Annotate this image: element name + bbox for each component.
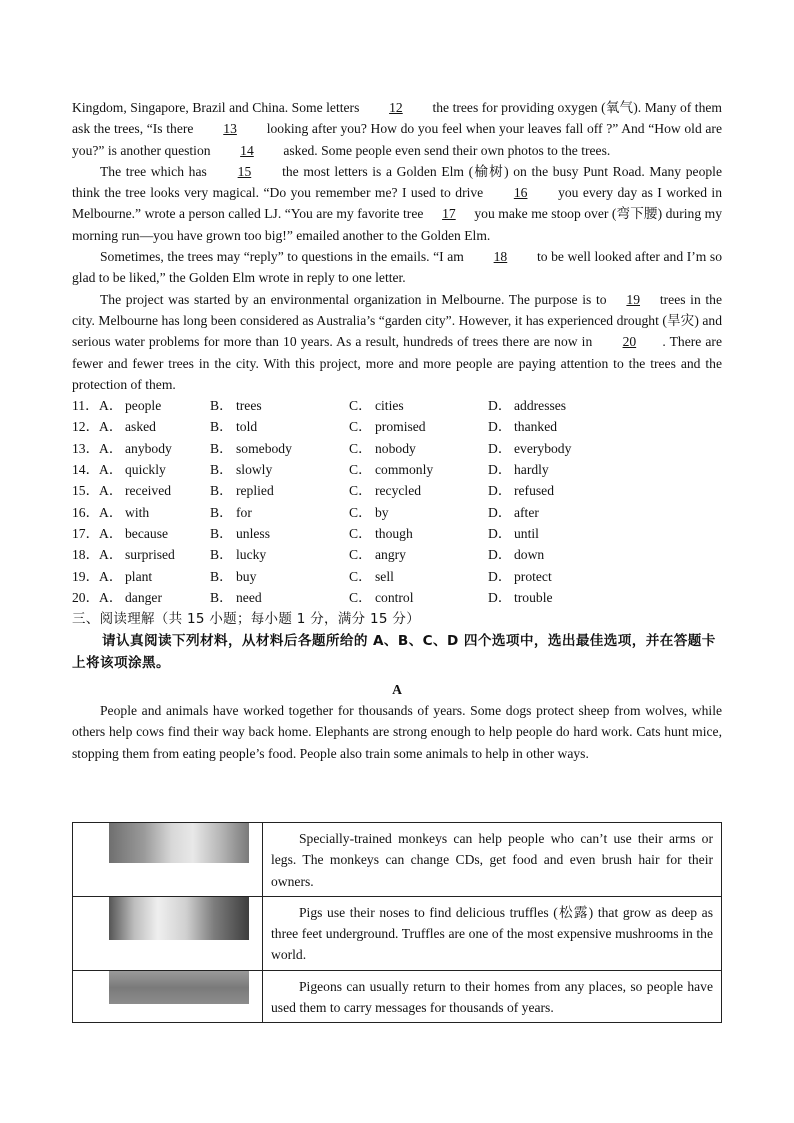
cloze-paragraph-4 <box>72 289 722 395</box>
question-number: 18． <box>72 547 100 563</box>
animal-info-table <box>72 822 722 1023</box>
option-text: commonly <box>375 462 434 478</box>
option-text: because <box>125 525 169 541</box>
option-text: angry <box>375 547 406 563</box>
text-cell <box>263 970 722 1023</box>
option-letter: A． <box>99 483 123 499</box>
option-c <box>349 544 488 565</box>
option-c <box>349 395 488 416</box>
option-a <box>99 395 210 416</box>
option-letter: C． <box>349 589 372 605</box>
option-text: recycled <box>375 483 422 499</box>
option-text: for <box>236 504 252 520</box>
option-text: by <box>375 504 389 520</box>
option-letter: D． <box>488 483 512 499</box>
option-text: quickly <box>125 462 166 478</box>
option-letter: A． <box>99 462 123 478</box>
question-number: 16． <box>72 504 100 520</box>
option-text: plant <box>125 568 153 584</box>
table-row <box>73 823 722 897</box>
option-b <box>210 480 349 501</box>
option-c <box>349 438 488 459</box>
text-run: asked. Some people even send their own photos to the trees. <box>279 142 611 158</box>
option-letter: B． <box>210 525 233 541</box>
table-row <box>73 896 722 970</box>
option-c <box>349 523 488 544</box>
exam-page <box>72 97 722 764</box>
option-d <box>488 459 627 480</box>
option-a <box>99 544 210 565</box>
blank-13: 13 <box>223 121 237 137</box>
option-text: hardly <box>514 462 549 478</box>
option-d <box>488 587 627 608</box>
option-b <box>210 395 349 416</box>
option-d <box>488 480 627 501</box>
option-text: though <box>375 525 413 541</box>
option-text: thanked <box>514 419 558 435</box>
option-b <box>210 416 349 437</box>
option-text: trees <box>236 398 262 414</box>
option-letter: A． <box>99 504 123 520</box>
row-text: Pigeons can usually return to their homes from any places, so people have used them to carry messages for thousands of years. <box>271 978 713 1016</box>
option-letter: C． <box>349 525 372 541</box>
question-number: 15． <box>72 483 100 499</box>
option-text: until <box>514 525 539 541</box>
text-run: the most letters is a Golden Elm (榆树) on the busy Punt Road. Many people think the tree looks very magical. “Do you remember me? I used to drive <box>72 163 722 201</box>
text-run: Sometimes, the trees may “reply” to questions in the emails. “I am <box>100 249 468 265</box>
option-text: somebody <box>236 440 292 456</box>
option-letter: C． <box>349 547 372 563</box>
option-b <box>210 459 349 480</box>
question-number: 13． <box>72 440 100 456</box>
option-letter: D． <box>488 419 512 435</box>
option-a <box>99 587 210 608</box>
option-letter: C． <box>349 398 372 414</box>
option-a <box>99 523 210 544</box>
option-letter: D． <box>488 568 512 584</box>
option-text: trouble <box>514 589 553 605</box>
blank-20: 20 <box>622 334 637 350</box>
passage-intro: People and animals have worked together for thousands of years. Some dogs protect sheep from wolves, while others help cows find their way back home. Elephants are strong enough to help people do hard work. Cats hunt mice, stopping them from eating people’s food. People also train some animals to help in other ways. <box>72 703 722 761</box>
option-letter: B． <box>210 440 233 456</box>
passage-title: A <box>392 682 402 698</box>
option-d <box>488 502 627 523</box>
pigeon-photo <box>109 971 249 1004</box>
cloze-paragraph-3 <box>72 246 722 289</box>
option-d <box>488 544 627 565</box>
option-letter: D． <box>488 462 512 478</box>
option-text: anybody <box>125 440 172 456</box>
option-letter: D． <box>488 589 512 605</box>
text-run: to be well looked after and I’m so glad to be liked,” the Golden Elm wrote in reply to one letter. <box>72 249 722 286</box>
option-a <box>99 416 210 437</box>
option-d <box>488 566 627 587</box>
option-letter: D． <box>488 547 512 563</box>
option-text: asked <box>125 419 156 435</box>
question-number: 14． <box>72 462 100 478</box>
blank-19: 19 <box>626 291 640 307</box>
option-d <box>488 438 627 459</box>
option-letter: C． <box>349 419 372 435</box>
option-text: nobody <box>375 440 416 456</box>
option-c <box>349 459 488 480</box>
image-cell <box>73 896 263 970</box>
option-text: everybody <box>514 440 572 456</box>
option-c <box>349 416 488 437</box>
option-text: protect <box>514 568 552 584</box>
option-row <box>72 438 722 459</box>
option-text: after <box>514 504 539 520</box>
blank-17: 17 <box>442 206 456 222</box>
option-b <box>210 544 349 565</box>
option-letter: B． <box>210 568 233 584</box>
option-text: replied <box>236 483 274 499</box>
option-text: danger <box>125 589 162 605</box>
option-letter: C． <box>349 568 372 584</box>
option-text: promised <box>375 419 426 435</box>
option-a <box>99 459 210 480</box>
option-a <box>99 566 210 587</box>
pig-photo <box>109 897 249 940</box>
option-d <box>488 416 627 437</box>
option-letter: B． <box>210 589 233 605</box>
option-letter: B． <box>210 462 233 478</box>
option-b <box>210 587 349 608</box>
cloze-paragraph-2 <box>72 161 722 246</box>
option-text: cities <box>375 398 404 414</box>
option-text: unless <box>236 525 270 541</box>
option-text: buy <box>236 568 257 584</box>
option-b <box>210 566 349 587</box>
option-letter: A． <box>99 568 123 584</box>
cloze-paragraph-1 <box>72 97 722 161</box>
text-cell <box>263 823 722 897</box>
blank-16: 16 <box>513 185 528 201</box>
option-letter: D． <box>488 525 512 541</box>
question-number: 12． <box>72 419 100 435</box>
text-run: . There are fewer and fewer trees in the city. With this project, more and more people are paying attention to the trees and the protection of them. <box>72 334 722 392</box>
option-text: down <box>514 547 545 563</box>
blank-15: 15 <box>237 163 252 179</box>
text-run: Kingdom, Singapore, Brazil and China. Some letters <box>72 100 363 115</box>
option-row <box>72 587 722 608</box>
option-letter: C． <box>349 440 372 456</box>
option-c <box>349 587 488 608</box>
option-text: told <box>236 419 258 435</box>
option-a <box>99 480 210 501</box>
option-text: need <box>236 589 262 605</box>
option-row <box>72 502 722 523</box>
option-d <box>488 395 627 416</box>
table-row <box>73 970 722 1023</box>
option-letter: D． <box>488 440 512 456</box>
blank-14: 14 <box>240 142 254 158</box>
image-cell <box>73 823 263 897</box>
option-letter: A． <box>99 589 123 605</box>
option-a <box>99 438 210 459</box>
question-number: 19． <box>72 568 100 584</box>
option-d <box>488 523 627 544</box>
option-a <box>99 502 210 523</box>
monkey-photo <box>109 823 249 863</box>
section-heading: 三、阅读理解（共 15 小题；每小题 1 分，满分 15 分） <box>72 611 420 628</box>
option-letter: B． <box>210 419 233 435</box>
option-row <box>72 566 722 587</box>
text-run: the trees for providing oxygen (氧气). Many of them ask the trees, “Is there <box>72 100 722 137</box>
text-run: looking after you? How do you feel when your leaves fall off ?” And “How old are you?” is another question <box>72 121 722 158</box>
option-letter: A． <box>99 547 123 563</box>
option-text: addresses <box>514 398 567 414</box>
option-row <box>72 395 722 416</box>
text-run: The tree which has <box>100 163 212 179</box>
option-c <box>349 502 488 523</box>
option-text: slowly <box>236 462 273 478</box>
option-letter: D． <box>488 398 512 414</box>
option-row <box>72 544 722 565</box>
option-letter: A． <box>99 440 123 456</box>
option-letter: B． <box>210 398 233 414</box>
option-letter: A． <box>99 525 123 541</box>
blank-12: 12 <box>389 100 403 115</box>
question-number: 17． <box>72 525 100 541</box>
option-text: surprised <box>125 547 175 563</box>
question-number: 20． <box>72 589 100 605</box>
option-text: with <box>125 504 150 520</box>
option-b <box>210 438 349 459</box>
image-cell <box>73 970 263 1023</box>
option-letter: C． <box>349 462 372 478</box>
option-row <box>72 416 722 437</box>
option-letter: C． <box>349 483 372 499</box>
option-c <box>349 480 488 501</box>
option-text: received <box>125 483 172 499</box>
option-b <box>210 502 349 523</box>
options-list <box>72 395 722 608</box>
option-c <box>349 566 488 587</box>
option-text: sell <box>375 568 394 584</box>
option-row <box>72 459 722 480</box>
option-letter: A． <box>99 398 123 414</box>
section-instruction: 请认真阅读下列材料，从材料后各题所给的 A、B、C、D 四个选项中，选出最佳选项，并在答题卡上将该项涂黑。 <box>72 633 716 672</box>
blank-18: 18 <box>493 249 508 265</box>
text-run: you make me stoop over (弯下腰) during my morning run—you have grown too big!” emailed another to the Golden Elm. <box>72 206 722 243</box>
option-text: people <box>125 398 162 414</box>
option-row <box>72 480 722 501</box>
option-letter: D． <box>488 504 512 520</box>
option-b <box>210 523 349 544</box>
option-letter: B． <box>210 483 233 499</box>
text-run: The project was started by an environmental organization in Melbourne. The purpose is to <box>100 291 612 307</box>
option-letter: A． <box>99 419 123 435</box>
question-number: 11． <box>72 398 99 414</box>
option-row <box>72 523 722 544</box>
option-letter: C． <box>349 504 372 520</box>
text-run: you every day as I worked in Melbourne.” wrote a person called LJ. “You are my favorite tree <box>72 185 723 222</box>
option-letter: B． <box>210 504 233 520</box>
text-cell <box>263 896 722 970</box>
option-text: lucky <box>236 547 267 563</box>
option-text: refused <box>514 483 555 499</box>
option-text: control <box>375 589 414 605</box>
text-run: trees in the city. Melbourne has long been considered as Australia’s “garden city”. However, it has experienced drought (旱灾) and serious water problems for more than 10 years. As a result, hundreds of trees there are now in <box>72 291 722 350</box>
row-text: Specially-trained monkeys can help people who can’t use their arms or legs. The monkeys can change CDs, get food and even brush hair for their owners. <box>271 831 713 889</box>
option-letter: B． <box>210 547 233 563</box>
row-text: Pigs use their noses to find delicious truffles (松露) that grow as deep as three feet underground. Truffles are one of the most expensive mushrooms in the world. <box>271 904 713 963</box>
